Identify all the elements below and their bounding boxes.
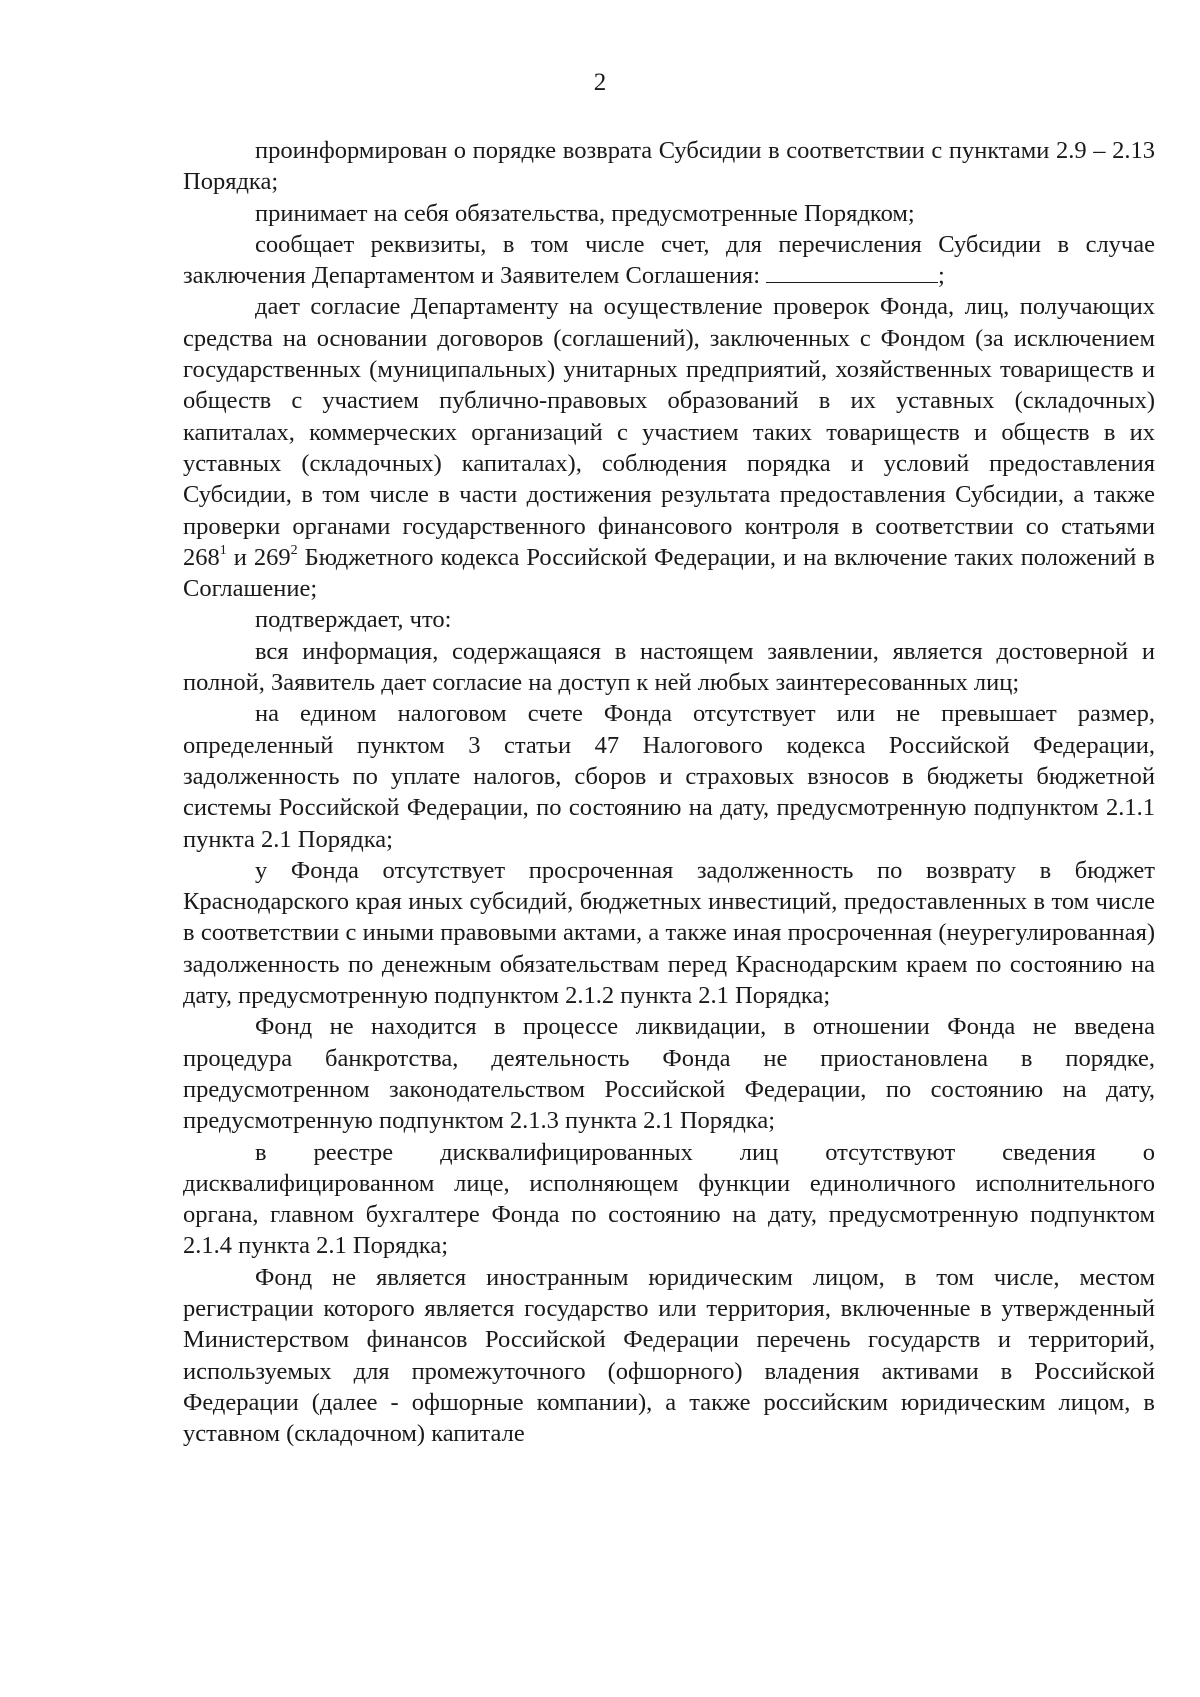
account-blank-line — [766, 262, 938, 283]
document-body — [183, 135, 1155, 1449]
paragraph-bank-details — [183, 229, 1155, 292]
consent-text-part-3: Бюджетного кодекса Российской Федерации, и на включение таких положений в Соглашение; — [183, 543, 1155, 603]
consent-text-part-1: дает согласие Департаменту на осуществление проверок Фонда, лиц, получающих средства на основании договоров (соглашений), заключенных с Фондом (за исключением государственных (муниципальных) унитарных предприятий, хозяйственных товариществ и обществ с участием публично-правовых образований в их уставных (складочных) капиталах, коммерческих организаций с участием таких товариществ и обществ в их уставных (складочных) капиталах), соблюдения порядка и условий предоставления Субсидии, в том числе в части достижения результата предоставления Субсидии, а также проверки органами государственного финансового контроля в соответствии со статьями 268 — [183, 293, 1155, 571]
bank-details-end: ; — [938, 262, 945, 290]
paragraph-disqualified-persons: в реестре дисквалифицированных лиц отсутствуют сведения о дисквалифицированном лице, исполняющем функции единоличного исполнительного органа, главном бухгалтере Фонда по состоянию на дату, предусмотренную подпунктом 2.1.4 пункта 2.1 Порядка; — [183, 1138, 1155, 1260]
paragraph-overdue-debt: у Фонда отсутствует просроченная задолженность по возврату в бюджет Краснодарского края иных субсидий, бюджетных инвестиций, предоставленных в том числе в соответствии с иными правовыми актами, а также иная просроченная (неурегулированная) задолженность по денежным обязательствам перед Краснодарским краем по состоянию на дату, предусмотренную подпунктом 2.1.2 пункта 2.1 Порядка; — [183, 856, 1155, 1010]
page-number: 2 — [593, 69, 607, 96]
paragraph-liquidation: Фонд не находится в процессе ликвидации, в отношении Фонда не введена процедура банкротства, деятельность Фонда не приостановлена в порядке, предусмотренном законодательством Российской Федерации, по состоянию на дату, предусмотренную подпунктом 2.1.3 пункта 2.1 Порядка; — [183, 1013, 1155, 1135]
article-268-superscript: 1 — [219, 542, 227, 558]
paragraph-obligations: принимает на себя обязательства, предусмотренные Порядком; — [255, 199, 915, 227]
consent-text-part-2: и 269 — [226, 543, 291, 571]
paragraph-return-procedure: проинформирован о порядке возврата Субсидии в соответствии с пунктами 2.9 – 2.13 Порядка; — [183, 137, 1155, 196]
paragraph-info-accuracy: вся информация, содержащаяся в настоящем заявлении, является достоверной и полной, Заявитель дает согласие на доступ к ней любых заинтересованных лиц; — [183, 637, 1155, 697]
article-269-superscript: 2 — [290, 542, 298, 558]
paragraph-confirms: подтверждает, что: — [255, 606, 452, 634]
paragraph-tax-debt: на едином налоговом счете Фонда отсутствует или не превышает размер, определенный пунктом 3 статьи 47 Налогового кодекса Российской Федерации, задолженность по уплате налогов, сборов и страховых взносов в бюджеты бюджетной системы Российской Федерации, по состоянию на дату, предусмотренную подпунктом 2.1.1 пункта 2.1 Порядка; — [183, 700, 1155, 853]
paragraph-consent-audits — [183, 291, 1155, 604]
bank-details-text: сообщает реквизиты, в том числе счет, для перечисления Субсидии в случае заключения Департаментом и Заявителем Соглашения: — [183, 230, 1155, 290]
paragraph-foreign-entity: Фонд не является иностранным юридическим лицом, в том числе, местом регистрации которого является государство или территория, включенные в утвержденный Министерством финансов Российской Федерации перечень государств и территорий, используемых для промежуточного (офшорного) владения активами в Российской Федерации (далее - офшорные компании), а также российским юридическим лицом, в уставном (складочном) капитале — [183, 1263, 1155, 1448]
